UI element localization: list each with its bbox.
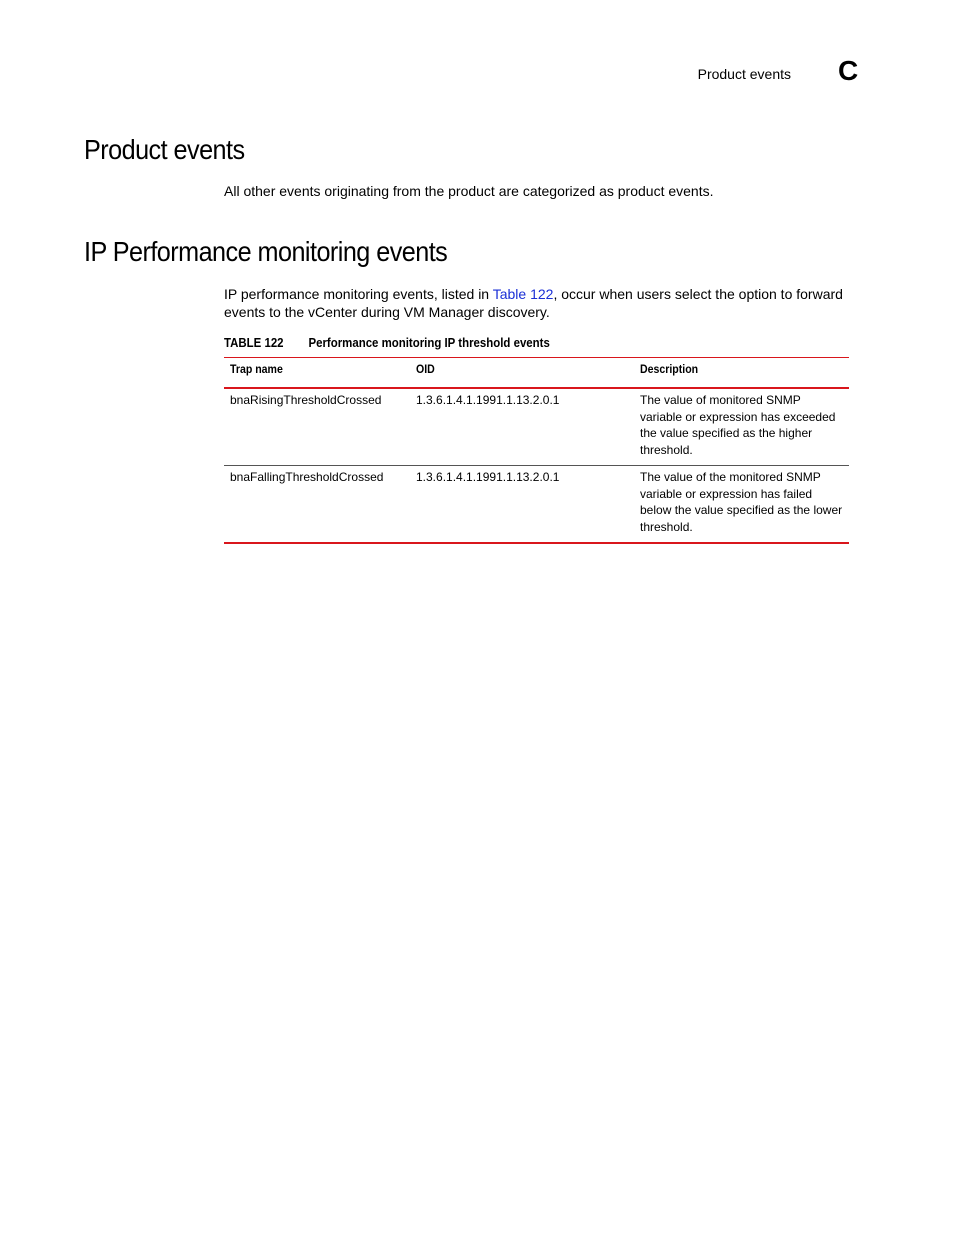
column-header-description: Description — [634, 358, 849, 389]
running-header: Product events — [697, 66, 791, 82]
appendix-letter: C — [838, 55, 859, 86]
table-header-row — [224, 358, 849, 389]
cell-oid: 1.3.6.1.4.1.1991.1.13.2.0.1 — [416, 470, 560, 484]
section-heading-ip-performance: IP Performance monitoring events — [84, 236, 448, 267]
table-caption-title: Performance monitoring IP threshold events — [308, 335, 550, 350]
threshold-events-table — [224, 357, 849, 544]
body-text-after-link: , occur when users select the option to forward events to the vCenter during VM Manager discovery. — [224, 286, 843, 320]
table-caption-number: TABLE 122 — [224, 335, 284, 350]
body-text-before-link: IP performance monitoring events, listed in — [224, 286, 493, 302]
column-header-oid: OID — [410, 358, 634, 389]
section-heading-product-events: Product events — [84, 134, 245, 165]
table-reference-link[interactable]: Table 122 — [492, 286, 554, 302]
table-row — [224, 466, 849, 544]
cell-trap-name: bnaFallingThresholdCrossed — [230, 470, 384, 484]
section-body-ip-performance — [224, 285, 849, 321]
cell-oid: 1.3.6.1.4.1.1991.1.13.2.0.1 — [410, 388, 634, 466]
table-caption — [224, 335, 550, 351]
cell-description: The value of monitored SNMP variable or expression has exceeded the value specified as the higher threshold. — [634, 388, 849, 466]
cell-trap-name: bnaRisingThresholdCrossed — [224, 388, 410, 466]
table-row — [224, 388, 849, 466]
section-body-product-events: All other events originating from the product are categorized as product events. — [224, 183, 714, 199]
column-header-trap-name: Trap name — [224, 358, 410, 389]
cell-description: The value of the monitored SNMP variable or expression has failed below the value specified as the lower threshold. — [640, 470, 843, 534]
